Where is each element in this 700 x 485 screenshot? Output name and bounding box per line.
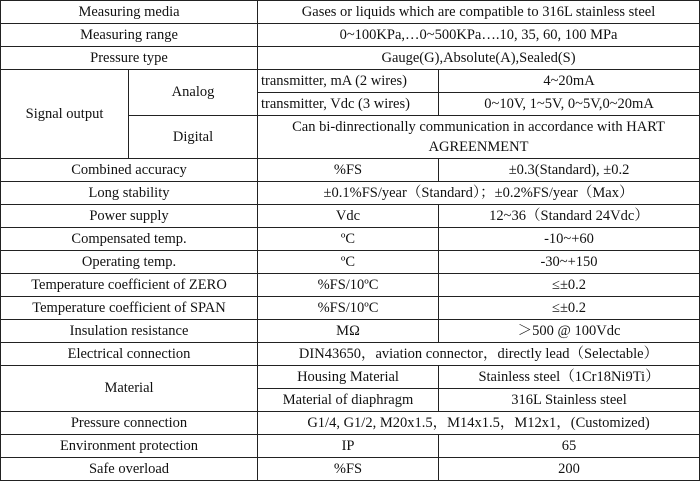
- power-supply-label: Power supply: [1, 205, 258, 228]
- analog-vdc-value: 0~10V, 1~5V, 0~5V,0~20mA: [439, 93, 700, 116]
- housing-material-name: Housing Material: [258, 366, 439, 389]
- combined-accuracy-unit: %FS: [258, 159, 439, 182]
- combined-accuracy-label: Combined accuracy: [1, 159, 258, 182]
- environment-protection-unit: IP: [258, 435, 439, 458]
- analog-ma-value: 4~20mA: [439, 70, 700, 93]
- insulation-label: Insulation resistance: [1, 320, 258, 343]
- measuring-range-label: Measuring range: [1, 24, 258, 47]
- table-row-tc-span: [1, 297, 700, 320]
- tc-span-value: ≤±0.2: [439, 297, 700, 320]
- compensated-temp-label: Compensated temp.: [1, 228, 258, 251]
- compensated-temp-unit: ºC: [258, 228, 439, 251]
- housing-material-value: Stainless steel（1Cr18Ni9Ti）: [439, 366, 700, 389]
- safe-overload-value: 200: [439, 458, 700, 481]
- table-row-insulation: [1, 320, 700, 343]
- table-row-measuring-range: [1, 24, 700, 47]
- pressure-connection-label: Pressure connection: [1, 412, 258, 435]
- material-label: Material: [1, 366, 258, 412]
- safe-overload-unit: %FS: [258, 458, 439, 481]
- combined-accuracy-value: ±0.3(Standard), ±0.2: [439, 159, 700, 182]
- digital-value: Can bi-dinrectionally communication in accordance with HART AGREENMENT: [258, 116, 700, 159]
- analog-label: Analog: [129, 70, 258, 116]
- pressure-connection-value: G1/4, G1/2, M20x1.5，M14x1.5，M12x1，(Customized): [258, 412, 700, 435]
- table-row-long-stability: [1, 182, 700, 205]
- insulation-value: ＞500 @ 100Vdc: [439, 320, 700, 343]
- pressure-type-label: Pressure type: [1, 47, 258, 70]
- tc-zero-label: Temperature coefficient of ZERO: [1, 274, 258, 297]
- environment-protection-value: 65: [439, 435, 700, 458]
- analog-ma-name: transmitter, mA (2 wires): [258, 70, 439, 93]
- table-row-operating-temp: [1, 251, 700, 274]
- measuring-range-value: 0~100KPa,…0~500KPa….10, 35, 60, 100 MPa: [258, 24, 700, 47]
- pressure-type-value: Gauge(G),Absolute(A),Sealed(S): [258, 47, 700, 70]
- table-row-compensated-temp: [1, 228, 700, 251]
- table-row-material-housing: [1, 366, 700, 389]
- table-row-measuring-media: [1, 1, 700, 24]
- insulation-unit: MΩ: [258, 320, 439, 343]
- table-row-safe-overload: [1, 458, 700, 481]
- table-row-signal-analog-ma: [1, 70, 700, 93]
- safe-overload-label: Safe overload: [1, 458, 258, 481]
- digital-label: Digital: [129, 116, 258, 159]
- electrical-connection-label: Electrical connection: [1, 343, 258, 366]
- environment-protection-label: Environment protection: [1, 435, 258, 458]
- power-supply-value: 12~36（Standard 24Vdc）: [439, 205, 700, 228]
- measuring-media-value: Gases or liquids which are compatible to 316L stainless steel: [258, 1, 700, 24]
- tc-span-label: Temperature coefficient of SPAN: [1, 297, 258, 320]
- table-row-pressure-type: [1, 47, 700, 70]
- tc-zero-value: ≤±0.2: [439, 274, 700, 297]
- table-row-tc-zero: [1, 274, 700, 297]
- table-row-power-supply: [1, 205, 700, 228]
- operating-temp-unit: ºC: [258, 251, 439, 274]
- signal-output-label: Signal output: [1, 70, 129, 159]
- compensated-temp-value: -10~+60: [439, 228, 700, 251]
- diaphragm-material-name: Material of diaphragm: [258, 389, 439, 412]
- table-row-combined-accuracy: [1, 159, 700, 182]
- tc-zero-unit: %FS/10ºC: [258, 274, 439, 297]
- operating-temp-value: -30~+150: [439, 251, 700, 274]
- power-supply-unit: Vdc: [258, 205, 439, 228]
- table-row-environment-protection: [1, 435, 700, 458]
- analog-vdc-name: transmitter, Vdc (3 wires): [258, 93, 439, 116]
- table-row-pressure-connection: [1, 412, 700, 435]
- table-row-electrical-connection: [1, 343, 700, 366]
- measuring-media-label: Measuring media: [1, 1, 258, 24]
- tc-span-unit: %FS/10ºC: [258, 297, 439, 320]
- diaphragm-material-value: 316L Stainless steel: [439, 389, 700, 412]
- operating-temp-label: Operating temp.: [1, 251, 258, 274]
- long-stability-label: Long stability: [1, 182, 258, 205]
- electrical-connection-value: DIN43650，aviation connector，directly lead（Selectable）: [258, 343, 700, 366]
- long-stability-value: ±0.1%FS/year（Standard）；±0.2%FS/year（Max）: [258, 182, 700, 205]
